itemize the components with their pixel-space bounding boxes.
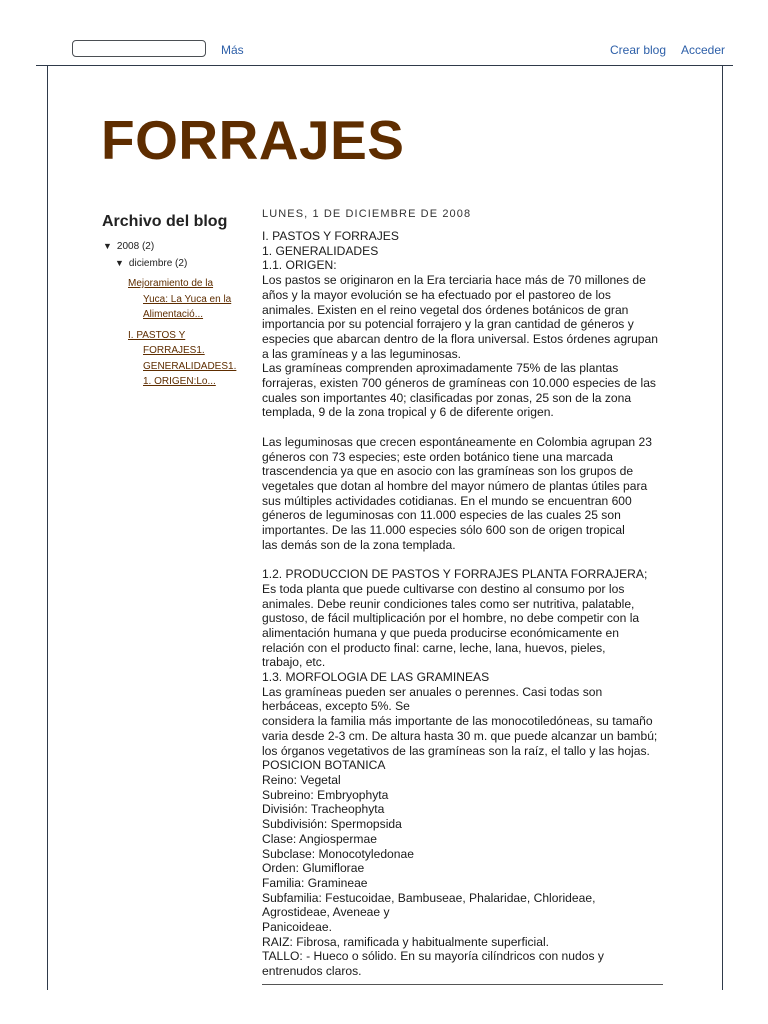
post-text-line: 1.3. MORFOLOGIA DE LAS GRAMINEAS: [262, 670, 490, 685]
post-text-line: templada, 9 de la zona tropical y 6 de diferente origen.: [262, 405, 554, 420]
archive-post-list: [128, 276, 244, 390]
post-text-line: entrenudos claros.: [262, 964, 362, 979]
archive-post-link[interactable]: [128, 328, 244, 390]
archive-post-link-text[interactable]: 1. ORIGEN:Lo...: [143, 376, 216, 387]
post-text-line: vegetales que dotan al hombre del mayor número de plantas útiles para: [262, 478, 648, 493]
post-text-line: años y la mayor evolución se ha efectuado por el pastoreo de los: [262, 287, 611, 302]
post-text-line: Subfamilia: Festucoidae, Bambuseae, Phalaridae, Chlorideae,: [262, 890, 596, 905]
post-text-line: géneros de leguminosas con 11.000 especies de las cuales 25 son: [262, 508, 621, 523]
post-text-line: las demás son de la zona templada.: [262, 537, 456, 552]
blog-post: [262, 207, 672, 979]
archive-post-item: [128, 328, 244, 390]
content-frame-left-border: [47, 65, 48, 990]
post-text-line: trascendencia ya que en asocio con las gramíneas son los grupos de: [262, 464, 634, 479]
archive-heading: Archivo del blog: [102, 213, 228, 230]
post-body: [262, 229, 672, 979]
post-text-line: Subclase: Monocotyledonae: [262, 846, 414, 861]
post-text-line: a las gramíneas y a las leguminosas.: [262, 346, 461, 361]
post-divider: [262, 984, 663, 985]
blog-title: FORRAJES: [101, 109, 405, 171]
post-text-line: TALLO: - Hueco o sólido. En su mayoría cilíndricos con nudos y: [262, 949, 604, 964]
post-text-line: importantes. De las 11.000 especies sólo 600 son de origen tropical: [262, 523, 625, 538]
post-text-line: gustoso, de fácil multiplicación por el hombre, no debe competir con la: [262, 611, 640, 626]
post-text-line: Las leguminosas que crecen espontáneamente en Colombia agrupan 23: [262, 434, 652, 449]
post-text-line: animales. Existen en el reino vegetal dos órdenes botánicos de gran: [262, 302, 629, 317]
post-text-line: 1. GENERALIDADES: [262, 243, 379, 258]
archive-month-label[interactable]: diciembre (2): [128, 258, 188, 269]
post-text-line: animales. Debe reunir condiciones tales como ser nutritiva, palatable,: [262, 596, 635, 611]
post-text-line: Clase: Angiospermae: [262, 831, 377, 846]
post-text-line: Panicoideae.: [262, 920, 332, 935]
post-text-line: Reino: Vegetal: [262, 772, 341, 787]
blog-archive-sidebar: [102, 212, 252, 395]
archive-post-link-text[interactable]: Alimentació...: [143, 309, 204, 320]
post-text-line: especies que abarcan dentro de la flora universal. Estos órdenes agrupan: [262, 331, 658, 346]
archive-post-link[interactable]: [128, 276, 244, 323]
post-text-line: Las gramíneas comprenden aproximadamente 75% de las plantas: [262, 361, 619, 376]
post-text-line: Los pastos se originaron en la Era terciaria hace más de 70 millones de: [262, 273, 646, 288]
post-text-line: Agrostideae, Aveneae y: [262, 905, 390, 920]
post-text-line: Familia: Gramineae: [262, 875, 368, 890]
archive-year-label[interactable]: 2008 (2): [116, 241, 155, 252]
paragraph-gap: [262, 552, 672, 567]
post-text-line: considera la familia más importante de las monocotiledóneas, su tamaño: [262, 714, 653, 729]
post-date-header: LUNES, 1 DE DICIEMBRE DE 2008: [262, 208, 472, 220]
post-text-line: importancia por su potencial forrajero y la gran cantidad de géneros y: [262, 317, 634, 332]
post-text-line: trabajo, etc.: [262, 655, 326, 670]
archive-post-link-text[interactable]: FORRAJES1.: [143, 345, 205, 356]
archive-post-link-text[interactable]: I. PASTOS Y: [128, 329, 186, 341]
archive-year-2008[interactable]: [103, 239, 252, 254]
post-text-line: I. PASTOS Y FORRAJES: [262, 229, 399, 243]
post-text-line: relación con el producto final: carne, leche, lana, huevos, pieles,: [262, 640, 606, 655]
navbar-create-blog-link[interactable]: Crear blog: [610, 43, 667, 57]
post-text-line: varia desde 2-3 cm. De altura hasta 30 m. que puede alcanzar un bambú;: [262, 728, 658, 743]
post-text-line: Las gramíneas pueden ser anuales o perennes. Casi todas son: [262, 684, 603, 699]
post-text-line: alimentación humana y que pueda producirse económicamente en: [262, 625, 619, 640]
post-text-line: 1.2. PRODUCCION DE PASTOS Y FORRAJES PLANTA FORRAJERA;: [262, 567, 648, 582]
post-text-line: forrajeras, existen 700 géneros de gramíneas con 10.000 especies de las: [262, 376, 656, 391]
collapse-toggle-icon[interactable]: ▼: [103, 241, 112, 251]
navbar-divider: [36, 65, 733, 66]
paragraph-gap: [262, 420, 672, 435]
content-frame-right-border: [722, 65, 723, 990]
collapse-toggle-icon[interactable]: ▼: [115, 258, 124, 268]
post-text-line: RAIZ: Fibrosa, ramificada y habitualmente superficial.: [262, 934, 550, 949]
post-text-line: Subdivisión: Spermopsida: [262, 817, 402, 832]
post-text-line: géneros con 73 especies; este orden botánico tiene una marcada: [262, 449, 613, 464]
post-text-line: los órganos vegetativos de las gramíneas son la raíz, el tallo y las hojas.: [262, 743, 650, 758]
archive-month-diciembre[interactable]: [115, 256, 252, 271]
post-text-line: POSICION BOTANICA: [262, 758, 386, 773]
archive-post-link-text[interactable]: GENERALIDADES1.: [143, 360, 237, 372]
post-text-line: Es toda planta que puede cultivarse con destino al consumo por los: [262, 581, 625, 596]
navbar-more-link[interactable]: Más: [221, 43, 244, 57]
post-text-line: cuales son importantes 40; clasificadas por zonas, 25 son de la zona: [262, 390, 632, 405]
navbar-search-input[interactable]: [72, 40, 206, 57]
post-text-line: Subreino: Embryophyta: [262, 787, 389, 802]
post-text-line: herbáceas, excepto 5%. Se: [262, 699, 410, 714]
blogger-navbar: [0, 0, 768, 66]
post-text-line: sus múltiples actividades cotidianas. En el mundo se encuentran 600: [262, 493, 632, 508]
archive-post-link-text[interactable]: Mejoramiento de la: [128, 278, 214, 289]
post-text-line: División: Tracheophyta: [262, 802, 385, 817]
post-text-line: 1.1. ORIGEN:: [262, 258, 337, 273]
post-text-line: Orden: Glumiflorae: [262, 861, 365, 876]
archive-post-link-text[interactable]: Yuca: La Yuca en la: [143, 293, 232, 305]
archive-post-item: [128, 276, 244, 323]
navbar-login-link[interactable]: Acceder: [681, 43, 726, 57]
